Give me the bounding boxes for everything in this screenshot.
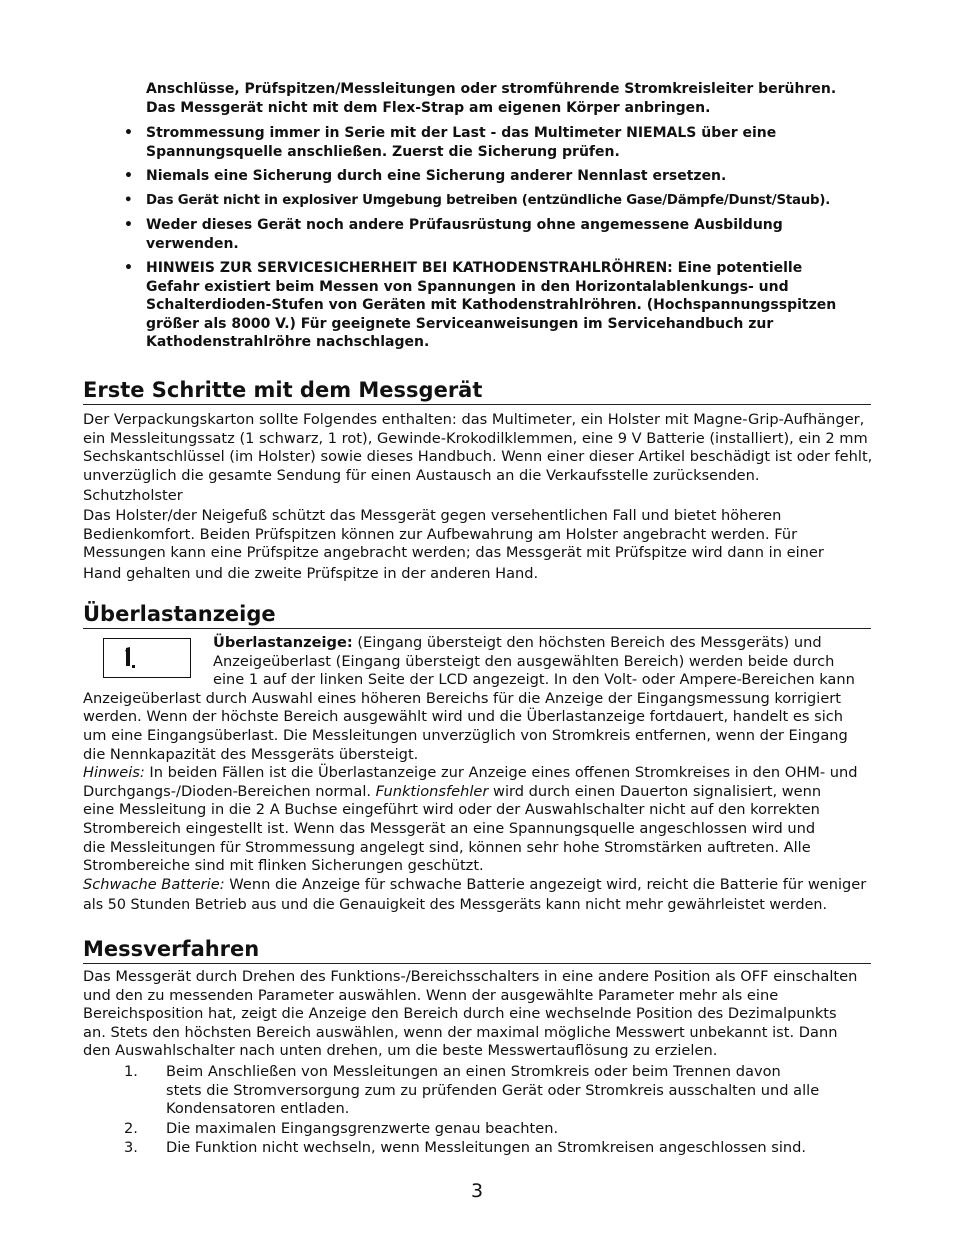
- battery-label: Schwache Batterie:: [83, 875, 225, 893]
- text-line: Spannungsquelle anschließen. Zuerst die Sicherung prüfen.: [146, 143, 620, 160]
- text-line: [83, 634, 873, 653]
- step-number: 3.: [124, 1139, 138, 1157]
- text-line: Das Messgerät nicht mit dem Flex-Strap am eigenen Körper anbringen.: [146, 99, 711, 116]
- section-heading-overload: Überlastanzeige: [83, 601, 871, 629]
- text-line: Sechskantschlüssel (im Holster) sowie dieses Handbuch. Wenn einer dieser Artikel beschädigt ist oder fehlt,: [83, 448, 873, 466]
- function-error-term: Funktionsfehler: [375, 782, 489, 800]
- text-line: größer als 8000 V.) Für geeignete Serviceanweisungen im Servicehandbuch zur: [146, 315, 774, 332]
- text-line: Die maximalen Eingangsgrenzwerte genau beachten.: [166, 1119, 559, 1137]
- text-line: Die Funktion nicht wechseln, wenn Messleitungen an Stromkreisen angeschlossen sind.: [166, 1139, 807, 1157]
- procedure-steps: [83, 1063, 873, 1159]
- step-number: 2.: [124, 1119, 138, 1137]
- text-line: unverzüglich die gesamte Sendung für einen Austausch an die Verkaufsstelle zurücksenden.: [83, 466, 760, 484]
- text-line: Hand gehalten und die zweite Prüfspitze in der anderen Hand.: [83, 564, 539, 582]
- text-line: eine Messleitung in die 2 A Buchse eingeführt wird oder der Auswahlschalter nicht auf den korrekten: [83, 801, 820, 819]
- text-line: die Messleitungen für Strommessung angelegt sind, können sehr hohe Stromstärken auftreten. Alle: [83, 838, 811, 856]
- text-line: [83, 783, 873, 802]
- getting-started-intro: [83, 411, 873, 485]
- step-number: 1.: [124, 1063, 138, 1080]
- text-line: Der Verpackungskarton sollte Folgendes enthalten: das Multimeter, ein Holster mit Magne-Grip-Aufhänger,: [83, 411, 865, 428]
- text-line: Gefahr existiert beim Messen von Spannungen in den Horizontalablenkungs- und: [146, 278, 789, 295]
- list-item: [124, 259, 866, 352]
- text-line: den Auswahlschalter nach unten drehen, um die beste Messwertauflösung zu erzielen.: [83, 1042, 718, 1060]
- list-item: [124, 192, 866, 211]
- text-line: Niemals eine Sicherung durch eine Sicherung anderer Nennlast ersetzen.: [146, 168, 727, 184]
- bullet-icon: •: [124, 168, 133, 184]
- text-line: die Nennkapazität des Messgeräts übersteigt.: [83, 745, 419, 763]
- text-line: Das Gerät nicht in explosiver Umgebung betreiben (entzündliche Gase/Dämpfe/Dunst/Staub).: [146, 192, 831, 208]
- list-item: [124, 216, 866, 253]
- list-item: [124, 167, 866, 186]
- section-heading-getting-started: Erste Schritte mit dem Messgerät: [83, 377, 871, 405]
- procedure-intro: [83, 968, 873, 1061]
- list-item: [83, 1120, 873, 1139]
- text-line: verwenden.: [146, 235, 239, 252]
- text-line: Bedienkomfort. Beiden Prüfspitzen können zur Aufbewahrung am Holster angebracht werden. Für: [83, 525, 798, 543]
- text-fragment: Wenn die Anzeige für schwache Batterie angezeigt wird, reicht die Batterie für weniger: [224, 875, 867, 893]
- text-line: Kathodenstrahlröhre nachschlagen.: [146, 334, 430, 350]
- text-line: Das Holster/der Neigefuß schützt das Messgerät gegen versehentlichen Fall und bietet höheren: [83, 507, 782, 524]
- list-item: [83, 1063, 873, 1119]
- holster-paragraph: [83, 507, 873, 583]
- text-line: und den zu messenden Parameter auswählen. Wenn der ausgewählte Parameter mehr als eine: [83, 986, 779, 1004]
- text-line: um eine Eingangsüberlast. Die Messleitungen unverzüglich von Stromkreis entfernen, wenn der Eingang: [83, 726, 848, 744]
- bullet-icon: •: [124, 125, 133, 141]
- text-line: [83, 876, 873, 895]
- overload-paragraph: [83, 634, 873, 915]
- text-line: Anzeigeüberlast durch Auswahl eines höheren Bereichs für die Anzeige der Eingangsmessung korrigiert: [83, 689, 842, 707]
- text-line: werden. Wenn der höchste Bereich ausgewählt wird und die Überlastanzeige fortdauert, handelt es sich: [83, 708, 844, 726]
- text-line: [83, 764, 873, 783]
- text-line: Anzeigeüberlast (Eingang übersteigt den ausgewählten Bereich) werden beide durch: [213, 652, 835, 670]
- text-line: Schalterdioden-Stufen von Geräten mit Kathodenstrahlröhren. (Hochspannungsspitzen: [146, 297, 837, 313]
- list-item: [83, 1139, 873, 1158]
- text-line: als 50 Stunden Betrieb aus und die Genauigkeit des Messgeräts kann nicht mehr gewährleistet werden.: [83, 897, 828, 914]
- text-fragment: (Eingang übersteigt den höchsten Bereich des Messgeräts) und: [352, 634, 822, 651]
- overload-label: Überlastanzeige:: [213, 634, 353, 651]
- text-line: Beim Anschließen von Messleitungen an einen Stromkreis oder beim Trennen davon: [166, 1063, 781, 1080]
- warning-list: [124, 124, 866, 358]
- text-line: Strommessung immer in Serie mit der Last - das Multimeter NIEMALS über eine: [146, 125, 777, 141]
- text-fragment: wird durch einen Dauerton signalisiert, wenn: [488, 782, 822, 800]
- text-line: Strombereich eingestellt ist. Wenn das Messgerät an eine Spannungsquelle angeschlossen wird und: [83, 819, 816, 837]
- list-item: [124, 124, 866, 161]
- text-line: Weder dieses Gerät noch andere Prüfausrüstung ohne angemessene Ausbildung: [146, 217, 783, 233]
- text-line: Anschlüsse, Prüfspitzen/Messleitungen oder stromführende Stromkreisleiter berühren.: [146, 81, 837, 97]
- text-line: ein Messleitungssatz (1 schwarz, 1 rot), Gewinde-Krokodilklemmen, eine 9 V Batterie (installiert), ein 2 mm: [83, 429, 868, 447]
- text-line: stets die Stromversorgung zum zu prüfenden Gerät oder Stromkreis ausschalten und alle: [166, 1081, 820, 1099]
- text-line: Messungen kann eine Prüfspitze angebracht werden; das Messgerät mit Prüfspitze wird dann in einer: [83, 544, 824, 562]
- text-line: HINWEIS ZUR SERVICESICHERHEIT BEI KATHODENSTRAHLRÖHREN: Eine potentielle: [146, 260, 803, 276]
- text-line: Bereichsposition hat, zeigt die Anzeige den Bereich durch eine wechselnde Position des Dezimalpunkts: [83, 1005, 837, 1023]
- text-line: an. Stets den höchsten Bereich auswählen, wenn der maximal mögliche Messwert unbekannt ist. Dann: [83, 1023, 838, 1041]
- text-fragment: In beiden Fällen ist die Überlastanzeige zur Anzeige eines offenen Stromkreises in den OHM- und: [144, 764, 858, 782]
- page-number: 3: [470, 1180, 484, 1202]
- note-label: Hinweis:: [83, 764, 145, 782]
- text-fragment: Durchgangs-/Dioden-Bereichen normal.: [83, 782, 376, 800]
- holster-subheading: Schutzholster: [83, 487, 183, 504]
- bullet-icon: •: [124, 192, 133, 208]
- bullet-icon: •: [124, 260, 133, 276]
- text-line: Das Messgerät durch Drehen des Funktions-/Bereichsschalters in eine andere Position als OFF einschalten: [83, 968, 858, 985]
- text-line: eine 1 auf der linken Seite der LCD angezeigt. In den Volt- oder Ampere-Bereichen kann: [213, 671, 855, 689]
- text-line: Strombereiche sind mit flinken Sicherungen geschützt.: [83, 857, 484, 875]
- bullet-icon: •: [124, 217, 133, 233]
- text-line: Kondensatoren entladen.: [166, 1100, 350, 1118]
- warning-continuation: [146, 80, 846, 117]
- section-heading-procedure: Messverfahren: [83, 936, 871, 964]
